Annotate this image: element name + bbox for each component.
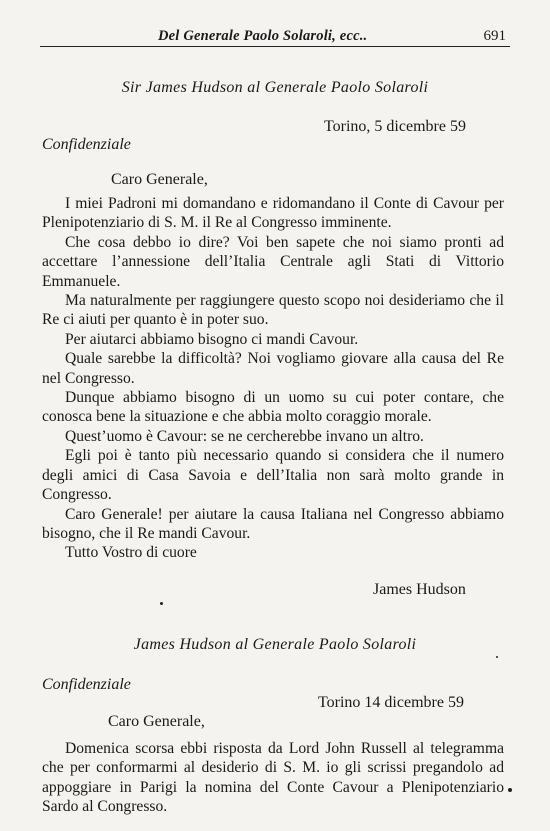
letter1-paragraph: I miei Padroni mi domandano e ridomandano il Conte di Cavour per Plenipotenziario di S. M. il Re al Congresso imminente.	[42, 195, 504, 232]
letter2-body	[42, 739, 504, 817]
letter1-paragraph: Quest’uomo è Cavour: se ne cercherebbe invano un altro.	[65, 427, 424, 445]
letter1-confidential-label: Confidenziale	[42, 136, 131, 153]
running-head-title: Del Generale Paolo Solaroli, ecc..	[158, 28, 368, 44]
letter1-paragraph: Egli poi è tanto più necessario quando si considera che il numero degli amici di Casa Savoia e dell’Italia non sarà molto grande in Congresso.	[42, 447, 504, 504]
letter1-heading: Sir James Hudson al Generale Paolo Solaroli	[121, 79, 429, 96]
letter2-date: Torino 14 dicembre 59	[318, 694, 464, 711]
letter1-date: Torino, 5 dicembre 59	[324, 118, 466, 135]
ink-speck	[160, 602, 163, 605]
letter1-paragraph: Dunque abbiamo bisogno di un uomo su cui poter contare, che conosca bene la situazione e che abbia molto coraggio morale.	[42, 389, 504, 426]
letter2-paragraph: Domenica scorsa ebbi risposta da Lord John Russell al telegramma che per conformarmi al desiderio di S. M. io gli scrissi pregandolo ad appoggiare in Parigi la nomina del Conte Cavour a Plenipotenziario Sardo al Congresso.	[42, 740, 504, 816]
letter1-salutation: Caro Generale,	[111, 171, 208, 188]
letter1-paragraph: Per aiutarci abbiamo bisogno ci mandi Cavour.	[65, 330, 359, 348]
ink-speck	[508, 788, 512, 792]
letter1-paragraph: Quale sarebbe la difficoltà? Noi vogliamo giovare alla causa del Re nel Congresso.	[42, 350, 504, 387]
running-head	[40, 22, 510, 47]
letter1-paragraph: Che cosa debbo io dire? Voi ben sapete che noi siamo pronti ad accettare l’annessione dell’Italia Centrale agli Stati di Vittorio Emmanuele.	[42, 233, 504, 290]
letter1-signature: James Hudson	[373, 581, 466, 598]
letter1-paragraph: Caro Generale! per aiutare la causa Italiana nel Congresso abbiamo bisogno, che il Re mandi Cavour.	[42, 505, 504, 542]
letter2-salutation: Caro Generale,	[108, 713, 205, 730]
letter1-paragraph: Ma naturalmente per raggiungere questo scopo noi desideriamo che il Re ci aiuti per quanto è in poter suo.	[42, 292, 504, 329]
letter1-body	[42, 194, 504, 563]
letter1-paragraph: Tutto Vostro di cuore	[65, 544, 197, 562]
ink-speck	[496, 656, 498, 658]
letter2-heading: James Hudson al Generale Paolo Solaroli	[133, 636, 417, 653]
page-number: 691	[483, 28, 506, 44]
letter2-confidential-label: Confidenziale	[42, 676, 131, 693]
